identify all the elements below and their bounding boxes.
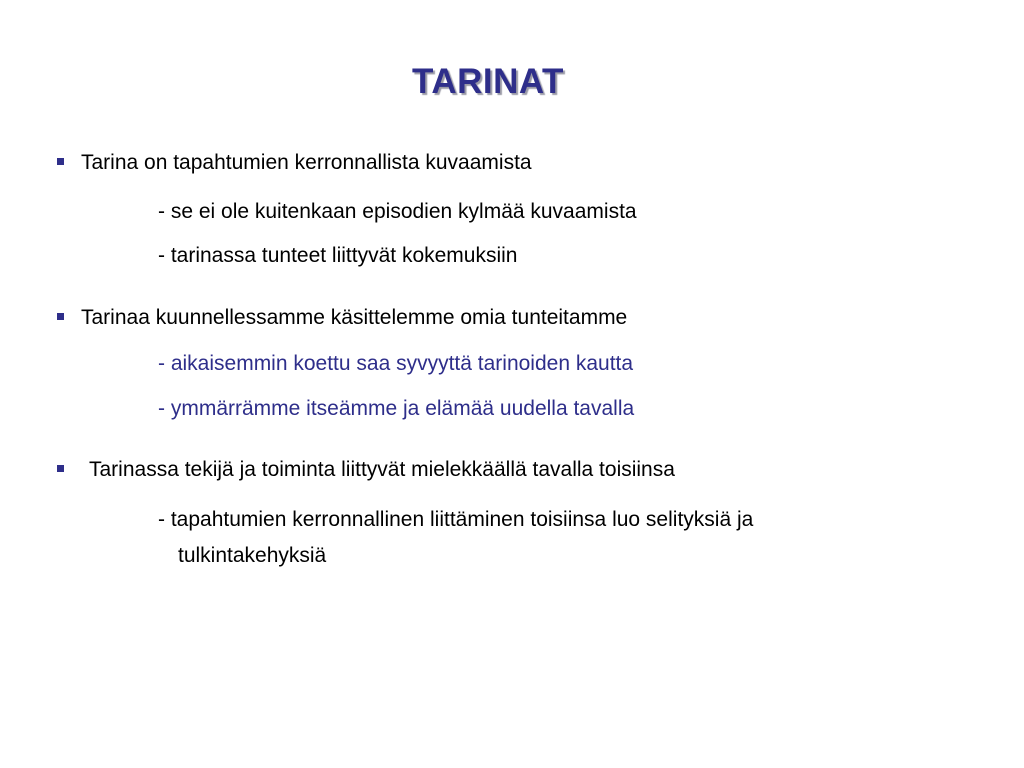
subpoint-1-1: - se ei ole kuitenkaan episodien kylmää kuvaamista xyxy=(158,200,637,223)
subpoint-2-2: - ymmärrämme itseämme ja elämää uudella tavalla xyxy=(158,397,635,420)
square-bullet-icon xyxy=(57,158,64,165)
bullet-text-2: Tarinaa kuunnellessamme käsittelemme omia tunteitamme xyxy=(81,306,628,329)
square-bullet-icon xyxy=(57,465,64,472)
subpoint-2-1: - aikaisemmin koettu saa syvyyttä tarinoiden kautta xyxy=(158,352,634,375)
slide-title: TARINAT xyxy=(412,62,564,101)
bullet-text-1: Tarina on tapahtumien kerronnallista kuvaamista xyxy=(81,151,532,174)
subpoint-1-2: - tarinassa tunteet liittyvät kokemuksiin xyxy=(158,244,518,267)
subpoint-3-2: tulkintakehyksiä xyxy=(178,544,327,567)
subpoint-3-1: - tapahtumien kerronnallinen liittäminen toisiinsa luo selityksiä ja xyxy=(158,508,754,531)
square-bullet-icon xyxy=(57,313,64,320)
bullet-text-3: Tarinassa tekijä ja toiminta liittyvät mielekkäällä tavalla toisiinsa xyxy=(89,458,675,481)
